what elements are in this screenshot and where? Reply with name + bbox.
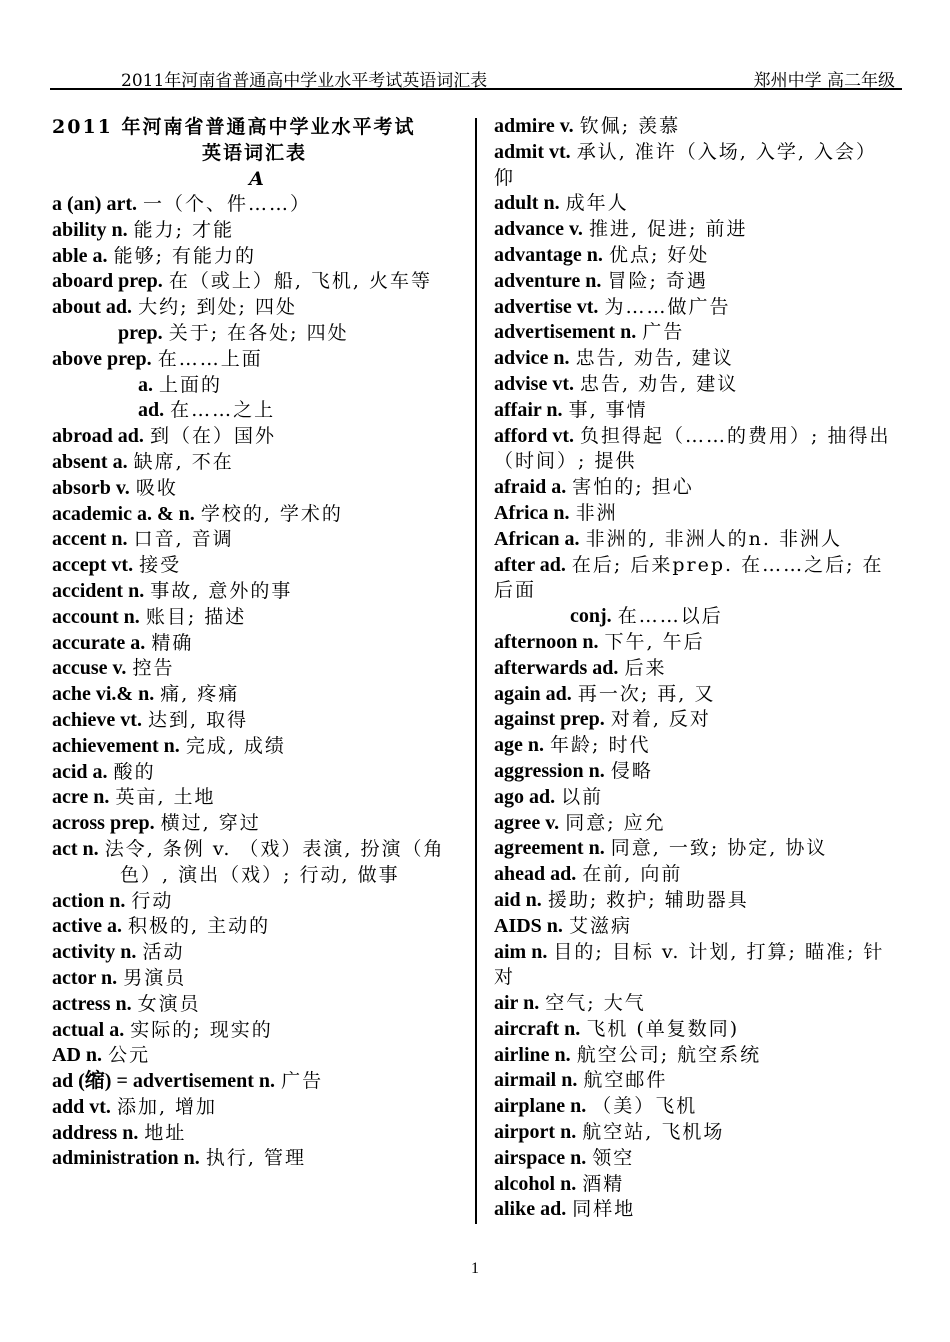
entry-word: prep. xyxy=(118,321,163,344)
entry-meaning: 目的; 目标 v. 计划, 打算; 瞄准; 针对 xyxy=(494,940,885,989)
entry-meaning: 以前 xyxy=(561,785,604,808)
entry-meaning: 法令, 条例 v. （戏）表演, 扮演（角色）, 演出（戏）; 行动, 做事 xyxy=(104,837,445,886)
entry-word: ad (缩) = advertisement n. xyxy=(52,1070,276,1093)
entry-meaning: 酒精 xyxy=(582,1172,625,1195)
entry-word: actress n. xyxy=(52,992,132,1015)
entry-word: against prep. xyxy=(494,708,605,731)
vocab-entry xyxy=(494,346,894,372)
entry-word: afternoon n. xyxy=(494,630,599,653)
entry-meaning: 艾滋病 xyxy=(568,914,632,937)
entry-meaning: 事故, 意外的事 xyxy=(150,579,293,602)
vocab-entry xyxy=(494,888,894,914)
entry-meaning: 酸的 xyxy=(113,760,156,783)
entry-word: actor n. xyxy=(52,966,118,989)
entry-word: Africa n. xyxy=(494,501,570,524)
entry-word: active a. xyxy=(52,915,122,938)
vocab-entry xyxy=(494,682,894,708)
entry-word: adventure n. xyxy=(494,269,602,292)
entry-word: advertise vt. xyxy=(494,295,599,318)
entry-meaning: 侵略 xyxy=(610,759,653,782)
entry-meaning: 能够; 有能力的 xyxy=(113,244,257,267)
vocab-entry xyxy=(52,811,457,837)
entry-word: airmail n. xyxy=(494,1069,578,1092)
entry-word: abroad ad. xyxy=(52,425,144,448)
vocab-entry xyxy=(494,914,894,940)
entry-word: ago ad. xyxy=(494,785,556,808)
entry-meaning: 控告 xyxy=(132,657,175,680)
entry-meaning: 冒险; 奇遇 xyxy=(607,269,708,292)
entry-word: accuse v. xyxy=(52,657,127,680)
vocab-entry xyxy=(494,1017,894,1043)
vocab-entry xyxy=(52,656,457,682)
entry-meaning: 航空公司; 航空系统 xyxy=(576,1043,762,1066)
column-divider xyxy=(475,118,477,1224)
entry-meaning: 害怕的; 担心 xyxy=(572,476,694,499)
entry-meaning: 痛, 疼痛 xyxy=(160,683,240,706)
header-school: 郑州中学 高二年级 xyxy=(753,71,895,91)
entry-word: address n. xyxy=(52,1121,139,1144)
vocab-entry xyxy=(494,862,894,888)
vocab-entry xyxy=(494,191,894,217)
entry-word: achieve vt. xyxy=(52,708,142,731)
vocab-entry xyxy=(52,424,457,450)
entry-word: activity n. xyxy=(52,941,137,964)
entry-meaning: 执行, 管理 xyxy=(205,1147,306,1170)
vocab-entry xyxy=(52,1146,457,1172)
vocab-entry xyxy=(52,476,457,502)
vocab-entry xyxy=(52,837,457,889)
entry-meaning: 空气; 大气 xyxy=(545,992,646,1015)
entry-word: achievement n. xyxy=(52,734,180,757)
entry-word: airplane n. xyxy=(494,1095,587,1118)
entry-word: advertisement n. xyxy=(494,321,637,344)
entry-word: accept vt. xyxy=(52,554,134,577)
entry-word: able a. xyxy=(52,244,108,267)
document-title: 2011 年河南省普通高中学业水平考试 xyxy=(52,116,416,138)
entry-meaning: 广告 xyxy=(281,1070,324,1093)
vocab-entry xyxy=(52,192,457,218)
entry-meaning: 在……之上 xyxy=(170,399,276,422)
entry-word: admit vt. xyxy=(494,140,571,163)
section-letter: A xyxy=(249,168,264,190)
entry-meaning: 同样地 xyxy=(572,1198,636,1221)
entry-word: alike ad. xyxy=(494,1198,567,1221)
entry-meaning: 男演员 xyxy=(123,966,187,989)
entry-meaning: 后来 xyxy=(624,656,667,679)
entry-word: add vt. xyxy=(52,1095,111,1118)
vocab-entry xyxy=(494,940,894,992)
entry-word: admire v. xyxy=(494,115,574,137)
entry-word: agree v. xyxy=(494,811,560,834)
vocab-entry xyxy=(52,760,457,786)
entry-meaning: 下午, 午后 xyxy=(604,630,705,653)
entry-word: ability n. xyxy=(52,218,128,241)
entry-meaning: 在前, 向前 xyxy=(582,863,683,886)
entry-word: afraid a. xyxy=(494,476,567,499)
entry-word: alcohol n. xyxy=(494,1172,577,1195)
entry-word: aboard prep. xyxy=(52,270,163,293)
entry-meaning: 实际的; 现实的 xyxy=(130,1018,273,1041)
vocab-entry xyxy=(494,1068,894,1094)
entry-word: acid a. xyxy=(52,760,108,783)
vocab-entry xyxy=(52,889,457,915)
entry-word: African a. xyxy=(494,527,580,550)
vocab-entry xyxy=(52,914,457,940)
vocab-entry xyxy=(494,1094,894,1120)
entry-word: absent a. xyxy=(52,450,128,473)
entry-meaning: 口音, 音调 xyxy=(133,528,234,551)
entry-word: advance v. xyxy=(494,218,583,241)
left-entry-list xyxy=(52,192,457,1172)
entry-meaning: 精确 xyxy=(151,631,194,654)
entry-word: airline n. xyxy=(494,1043,571,1066)
entry-word: afford vt. xyxy=(494,424,574,447)
page-number: 1 xyxy=(471,1260,479,1277)
document-subtitle: 英语词汇表 xyxy=(201,142,307,164)
vocab-entry xyxy=(52,269,457,295)
entry-word: ache vi.& n. xyxy=(52,683,155,706)
vocab-entry xyxy=(494,1043,894,1069)
vocab-entry xyxy=(52,734,457,760)
vocab-entry xyxy=(52,1069,457,1095)
vocab-entry xyxy=(52,1018,457,1044)
entry-meaning: 对着, 反对 xyxy=(610,708,711,731)
vocab-entry xyxy=(52,605,457,631)
entry-meaning: 同意, 一致; 协定, 协议 xyxy=(610,837,828,860)
vocab-entry xyxy=(52,1095,457,1121)
vocab-entry xyxy=(494,1172,894,1198)
vocab-entry xyxy=(494,733,894,759)
entry-meaning: 上面的 xyxy=(159,373,223,396)
entry-word: agreement n. xyxy=(494,837,605,860)
vocab-entry xyxy=(52,631,457,657)
entry-word: act n. xyxy=(52,837,99,860)
vocab-entry xyxy=(494,320,894,346)
entry-meaning: 非洲的, 非洲人的n. 非洲人 xyxy=(585,527,842,550)
entry-word: aircraft n. xyxy=(494,1017,581,1040)
vocab-entry xyxy=(494,475,894,501)
vocab-entry xyxy=(52,682,457,708)
entry-word: a. xyxy=(138,373,153,396)
left-column xyxy=(52,114,457,1172)
vocab-entry xyxy=(52,244,457,270)
entry-word: aid n. xyxy=(494,888,542,911)
vocab-entry xyxy=(494,1197,894,1223)
entry-meaning: （美）飞机 xyxy=(592,1095,698,1118)
entry-meaning: 大约; 到处; 四处 xyxy=(138,296,297,319)
vocab-entry xyxy=(52,373,457,399)
entry-meaning: 添加, 增加 xyxy=(116,1095,218,1118)
vocab-entry xyxy=(494,991,894,1017)
entry-meaning: 在……上面 xyxy=(157,347,263,370)
vocab-entry xyxy=(494,630,894,656)
vocab-entry xyxy=(494,217,894,243)
entry-word: affair n. xyxy=(494,398,563,421)
entry-word: adult n. xyxy=(494,192,560,215)
entry-meaning: 优点; 好处 xyxy=(608,243,710,266)
vocab-entry xyxy=(52,450,457,476)
entry-word: action n. xyxy=(52,889,126,912)
entry-word: a (an) art. xyxy=(52,193,137,215)
entry-word: after ad. xyxy=(494,553,566,576)
vocab-entry xyxy=(494,604,894,630)
entry-word: again ad. xyxy=(494,682,572,705)
entry-word: aggression n. xyxy=(494,759,605,782)
entry-word: above prep. xyxy=(52,347,152,370)
entry-word: advise vt. xyxy=(494,372,574,395)
vocab-entry xyxy=(494,1146,894,1172)
entry-meaning: 钦佩; 羡慕 xyxy=(579,115,681,137)
vocab-entry xyxy=(52,321,457,347)
vocab-entry xyxy=(52,527,457,553)
entry-meaning: 吸收 xyxy=(135,476,178,499)
vocab-entry xyxy=(52,940,457,966)
entry-meaning: 学校的, 学术的 xyxy=(200,502,343,525)
entry-meaning: 缺席, 不在 xyxy=(133,450,234,473)
header-title: 2011年河南省普通高中学业水平考试英语词汇表 xyxy=(121,71,488,91)
entry-meaning: 飞机 (单复数同) xyxy=(586,1017,740,1040)
vocab-entry xyxy=(52,966,457,992)
entry-word: administration n. xyxy=(52,1147,200,1170)
entry-meaning: 行动 xyxy=(131,889,174,912)
vocab-entry xyxy=(52,218,457,244)
entry-meaning: 账目; 描述 xyxy=(145,605,247,628)
entry-meaning: 忠告, 劝告, 建议 xyxy=(575,347,734,370)
entry-word: AIDS n. xyxy=(494,914,563,937)
entry-meaning: 活动 xyxy=(142,941,185,964)
vocab-entry xyxy=(494,295,894,321)
entry-meaning: 在……以后 xyxy=(617,605,723,628)
vocab-entry xyxy=(494,243,894,269)
entry-word: conj. xyxy=(570,605,612,628)
entry-meaning: 关于; 在各处; 四处 xyxy=(168,321,349,344)
entry-word: advantage n. xyxy=(494,243,603,266)
vocab-entry xyxy=(494,811,894,837)
entry-meaning: 在（或上）船, 飞机, 火车等 xyxy=(168,270,432,293)
vocab-entry xyxy=(52,347,457,373)
entry-meaning: 到（在）国外 xyxy=(149,425,276,448)
entry-meaning: 援助; 救护; 辅助器具 xyxy=(547,888,749,911)
right-column xyxy=(494,114,894,1223)
vocab-entry xyxy=(52,502,457,528)
entry-meaning: 航空邮件 xyxy=(583,1069,668,1092)
entry-word: age n. xyxy=(494,734,544,757)
entry-meaning: 广告 xyxy=(642,321,685,344)
vocab-entry xyxy=(494,759,894,785)
entry-word: AD n. xyxy=(52,1044,103,1067)
entry-meaning: 达到, 取得 xyxy=(148,708,249,731)
entry-meaning: 英亩, 土地 xyxy=(115,786,216,809)
right-entry-list xyxy=(494,114,894,1223)
entry-word: ahead ad. xyxy=(494,863,577,886)
entry-meaning: 接受 xyxy=(139,554,182,577)
entry-word: account n. xyxy=(52,605,140,628)
entry-meaning: 负担得起（……的费用）; 抽得出（时间）; 提供 xyxy=(494,424,891,473)
entry-meaning: 同意; 应允 xyxy=(565,811,666,834)
entry-meaning: 领空 xyxy=(592,1146,635,1169)
entry-meaning: 一（个、件……） xyxy=(143,193,312,215)
entry-word: airspace n. xyxy=(494,1146,587,1169)
vocab-entry xyxy=(52,553,457,579)
vocab-entry xyxy=(494,553,894,605)
vocab-entry xyxy=(52,992,457,1018)
entry-meaning: 女演员 xyxy=(137,992,201,1015)
vocab-entry xyxy=(52,579,457,605)
vocab-entry xyxy=(52,708,457,734)
entry-meaning: 横过, 穿过 xyxy=(160,812,261,835)
vocab-entry xyxy=(52,1043,457,1069)
entry-meaning: 忠告, 劝告, 建议 xyxy=(580,372,739,395)
vocab-entry xyxy=(494,424,894,476)
entry-word: air n. xyxy=(494,992,540,1015)
entry-meaning: 公元 xyxy=(108,1044,151,1067)
entry-meaning: 非洲 xyxy=(575,501,618,524)
entry-word: accident n. xyxy=(52,579,145,602)
entry-meaning: 承认, 准许（入场, 入学, 入会）仰 xyxy=(494,140,877,189)
entry-word: ad. xyxy=(138,399,165,422)
vocab-entry xyxy=(494,501,894,527)
entry-word: accent n. xyxy=(52,528,128,551)
vocab-entry xyxy=(494,114,894,140)
vocab-entry xyxy=(494,527,894,553)
entry-word: about ad. xyxy=(52,296,133,319)
vocab-entry xyxy=(494,140,894,192)
vocab-entry xyxy=(494,1120,894,1146)
entry-word: afterwards ad. xyxy=(494,656,619,679)
entry-meaning: 年龄; 时代 xyxy=(550,734,651,757)
entry-word: airport n. xyxy=(494,1121,577,1144)
entry-meaning: 推进, 促进; 前进 xyxy=(588,218,748,241)
vocab-entry xyxy=(494,656,894,682)
entry-word: absorb v. xyxy=(52,476,130,499)
entry-meaning: 完成, 成绩 xyxy=(185,734,286,757)
entry-meaning: 航空站, 飞机场 xyxy=(582,1121,725,1144)
vocab-entry xyxy=(494,707,894,733)
vocab-entry xyxy=(52,1121,457,1147)
vocab-entry xyxy=(494,372,894,398)
vocab-entry xyxy=(494,836,894,862)
entry-meaning: 成年人 xyxy=(565,192,629,215)
vocab-entry xyxy=(52,785,457,811)
entry-word: advice n. xyxy=(494,347,570,370)
vocab-entry xyxy=(494,398,894,424)
vocab-entry xyxy=(494,785,894,811)
entry-meaning: 能力; 才能 xyxy=(133,218,235,241)
vocab-entry xyxy=(494,269,894,295)
page-header xyxy=(50,66,902,90)
vocab-entry xyxy=(52,295,457,321)
entry-meaning: 积极的, 主动的 xyxy=(128,915,271,938)
entry-word: acre n. xyxy=(52,786,110,809)
entry-meaning: 再一次; 再, 又 xyxy=(577,682,716,705)
entry-meaning: 事, 事情 xyxy=(568,398,648,421)
entry-meaning: 为……做广告 xyxy=(604,295,731,318)
entry-word: across prep. xyxy=(52,812,155,835)
entry-word: actual a. xyxy=(52,1018,125,1041)
vocab-entry xyxy=(52,398,457,424)
entry-meaning: 地址 xyxy=(144,1121,187,1144)
entry-word: academic a. & n. xyxy=(52,502,195,525)
entry-word: aim n. xyxy=(494,940,548,963)
entry-meaning: 在后; 后来prep. 在……之后; 在 后面 xyxy=(494,553,884,602)
entry-word: accurate a. xyxy=(52,631,146,654)
